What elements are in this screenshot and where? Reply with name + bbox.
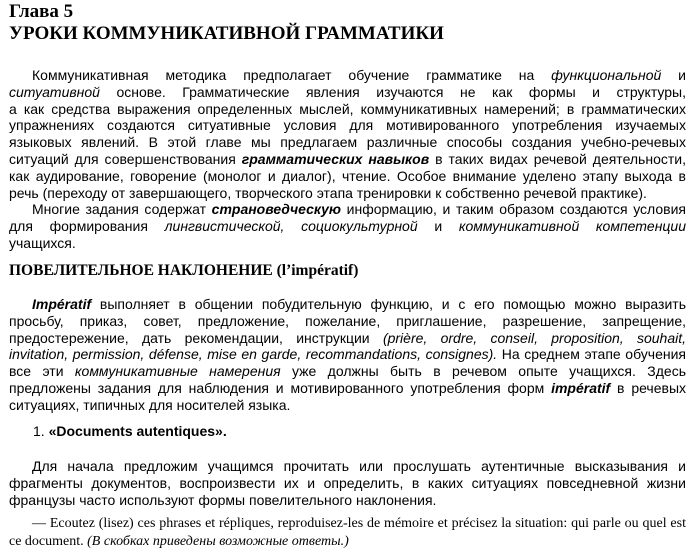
bold-italic-term: грамматических навыков (241, 150, 430, 167)
exercise-1-number: 1. (33, 423, 49, 439)
instruction-line-2 (9, 533, 686, 550)
chapter-title: УРОКИ КОММУНИКАТИВНОЙ ГРАММАТИКИ (9, 23, 444, 44)
text-line: а как средства выражения определенных мыслей, коммуникативных намерений; в грамматических (9, 100, 686, 117)
exercise-1-instruction (9, 515, 686, 550)
text-line: упражнениях создаются ситуативные условия для мотивированного употребления изучаемых (9, 117, 686, 134)
text-line: invitation, permission, défense, mise en garde, recommandations, consignes). На среднем этапе обучения (9, 346, 686, 363)
text-line: языковых явлений. В этой главе мы предлагаем различные способы создания учебно-речевых (9, 134, 686, 151)
instruction-note: (В скобках приведены возможные ответы.) (87, 533, 349, 549)
text-line: для формирования лингвистической, социокультурной и коммуникативной компетенции (9, 217, 686, 234)
bold-italic-term: Impératif (32, 296, 92, 312)
exercise-1-heading (33, 423, 227, 440)
text-line: предложены задания для наблюдения и мотивированного употребления форм impératif в речевых (9, 379, 687, 396)
text-line: ситуациях, типичных для носителей языка. (9, 396, 291, 413)
instruction-text: ce document. (9, 533, 88, 549)
text-line: Коммуникативная методика предполагает обучение грамматике на функциональной и (32, 67, 686, 83)
text-line: ситуативной основе. Грамматические явления изучаются не как формы и структуры, (9, 83, 686, 100)
imperatif-paragraph (9, 296, 686, 414)
text-line: как аудирование, говорение (монолог и диалог), чтение. Особое внимание уделено этапу выхода в (9, 167, 686, 184)
instruction-line-1: — Ecoutez (lisez) ces phrases et répliques, reproduisez-les de mémoire et précisez la situation: qui parle ou quel est (32, 516, 686, 531)
bold-italic-term: страноведческую (211, 201, 342, 217)
italic-term: социокультурной (301, 217, 418, 234)
text-line: французы часто используют формы повелительного наклонения. (9, 491, 437, 508)
text-line: учащихся. (9, 234, 76, 251)
italic-term: коммуникативной компетенции (458, 217, 686, 234)
text-line: речь (переходу от завершающего, творческого этапа тренировки к собственно речевой практике). (9, 184, 647, 201)
intro-paragraph-2 (9, 201, 686, 251)
italic-term: коммуникативные намерения (74, 363, 281, 380)
text-line: Impératif выполняет в общении побудительную функцию, и с его помощью можно выразить (32, 296, 686, 312)
text-line: предостережение, дать рекомендации, инструкции (prière, ordre, conseil, proposition, souhait, (9, 329, 687, 346)
italic-term: ситуативной (9, 83, 100, 100)
bold-italic-term: impératif (551, 379, 611, 396)
section-heading-imperatif: ПОВЕЛИТЕЛЬНОЕ НАКЛОНЕНИЕ (l’impératif) (9, 262, 359, 279)
chapter-label: Глава 5 (9, 1, 74, 22)
exercise-1-paragraph (9, 458, 686, 508)
italic-term: функциональной (551, 67, 662, 83)
text-line: просьбу, приказ, совет, предложение, пожелание, приглашение, разрешение, запрещение, (9, 312, 686, 329)
text-line: ситуаций для совершенствования грамматических навыков в таких видах речевой деятельности, (9, 150, 686, 167)
italic-term: (prière, ordre, conseil, proposition, souhait, (382, 329, 687, 346)
intro-paragraph (9, 67, 686, 201)
italic-term: лингвистической, (164, 217, 285, 234)
text-line: Для начала предложим учащимся прочитать или прослушать аутентичные высказывания и (32, 458, 686, 474)
text-line: фрагменты документов, воспроизвести их и определить, в каких ситуациях повседневной жизни (9, 474, 686, 491)
italic-term: invitation, permission, défense, mise en garde, recommandations, consignes). (9, 346, 498, 363)
exercise-1-title: «Documents autentiques». (48, 423, 227, 439)
text-line: все эти коммуникативные намерения уже должны быть в речевом опыте учащихся. Здесь (9, 363, 686, 380)
text-line: Многие задания содержат страноведческую информацию, и таким образом создаются условия (32, 201, 686, 217)
